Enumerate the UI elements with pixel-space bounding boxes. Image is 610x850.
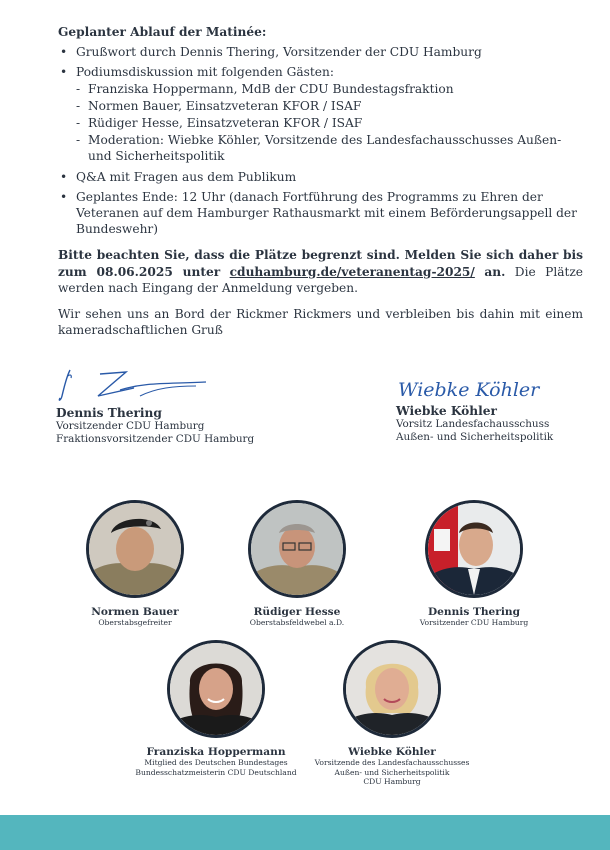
signature-name: Dennis Thering (56, 406, 162, 420)
guest-item: - Normen Bauer, Einsatzveteran KFOR / ISAF (76, 98, 583, 114)
handwritten-signature-koehler (396, 374, 546, 404)
person-card-dennis-thering (374, 500, 574, 628)
person-name: Wiebke Köhler (348, 746, 436, 758)
signature-title: Vorsitzender CDU Hamburg (56, 420, 205, 432)
person-role: Vorsitzender CDU Hamburg (419, 618, 529, 627)
guest-item: - Moderation: Wiebke Köhler, Vorsitzende des Landesfachausschusses Außen- und Sicherheitspolitik (76, 132, 583, 164)
person-card-wiebke-koehler (292, 640, 492, 787)
person-name: Franziska Hoppermann (146, 746, 286, 758)
closing-text: Wir sehen uns an Bord der Rickmer Rickmers und verbleiben bis dahin mit einem kameradschaftlichen Gruß (58, 307, 583, 338)
agenda-list (58, 44, 583, 237)
avatar (167, 640, 265, 738)
guest-item: - Rüdiger Hesse, Einsatzveteran KFOR / ISAF (76, 115, 583, 131)
registration-link[interactable]: cduhamburg.de/veteranentag-2025/ (229, 264, 475, 279)
person-role: Oberstabsfeldwebel a.D. (249, 618, 345, 627)
person-role: Bundesschatzmeisterin CDU Deutschland (135, 767, 297, 777)
avatar (86, 500, 184, 598)
signature-block-thering (56, 366, 296, 445)
person-card-ruediger-hesse (197, 500, 397, 628)
signature-name: Wiebke Köhler (396, 404, 497, 418)
notice-bold-text: Bitte beachten Sie, dass die Plätze begrenzt sind. Melden Sie sich daher bis zum 08.06.2025 unter (58, 248, 583, 279)
person-role: CDU Hamburg (363, 777, 421, 787)
person-role: Außen- und Sicherheitspolitik (334, 767, 450, 777)
signature-title: Fraktionsvorsitzender CDU Hamburg (56, 432, 255, 445)
person-card-franziska-hoppermann (116, 640, 316, 777)
avatar (248, 500, 346, 598)
person-name: Normen Bauer (91, 606, 179, 618)
notice-bold-suffix: an. (484, 264, 506, 279)
avatar (425, 500, 523, 598)
avatar (343, 640, 441, 738)
handwritten-signature-thering (56, 366, 216, 406)
agenda-item-label: Podiumsdiskussion mit folgenden Gästen: (76, 65, 334, 80)
guest-item: - Franziska Hoppermann, MdB der CDU Bundestagsfraktion (76, 81, 583, 97)
signature-title: Vorsitz Landesfachausschuss (396, 418, 550, 430)
main-content (58, 24, 583, 338)
handwriting-text: Wiebke Köhler (398, 379, 540, 401)
agenda-item (58, 64, 583, 164)
agenda-item: • Q&A mit Fragen aus dem Publikum (58, 169, 583, 185)
person-name: Rüdiger Hesse (253, 606, 341, 618)
guest-list (76, 81, 583, 165)
footer-bar (0, 815, 610, 850)
person-role: Vorsitzende des Landesfachausschusses (314, 758, 470, 767)
registration-notice (58, 247, 583, 296)
signature-title: Außen- und Sicherheitspolitik (396, 430, 554, 443)
agenda-item: • Grußwort durch Dennis Thering, Vorsitzender der CDU Hamburg (58, 44, 583, 60)
signature-block-koehler (396, 374, 596, 443)
person-name: Dennis Thering (427, 606, 521, 618)
agenda-heading: Geplanter Ablauf der Matinée: (58, 25, 267, 39)
notice-rest-text: Die Plätze werden nach Eingang der Anmeldung vergeben. (58, 264, 584, 295)
person-role: Mitglied des Deutschen Bundestages (144, 758, 288, 767)
person-role: Oberstabsgefreiter (98, 618, 172, 627)
agenda-item: • Geplantes Ende: 12 Uhr (danach Fortführung des Programms zu Ehren der Veteranen auf dem Hamburger Rathausmarkt mit einem Beförderungsappell der Bundeswehr) (58, 189, 583, 238)
